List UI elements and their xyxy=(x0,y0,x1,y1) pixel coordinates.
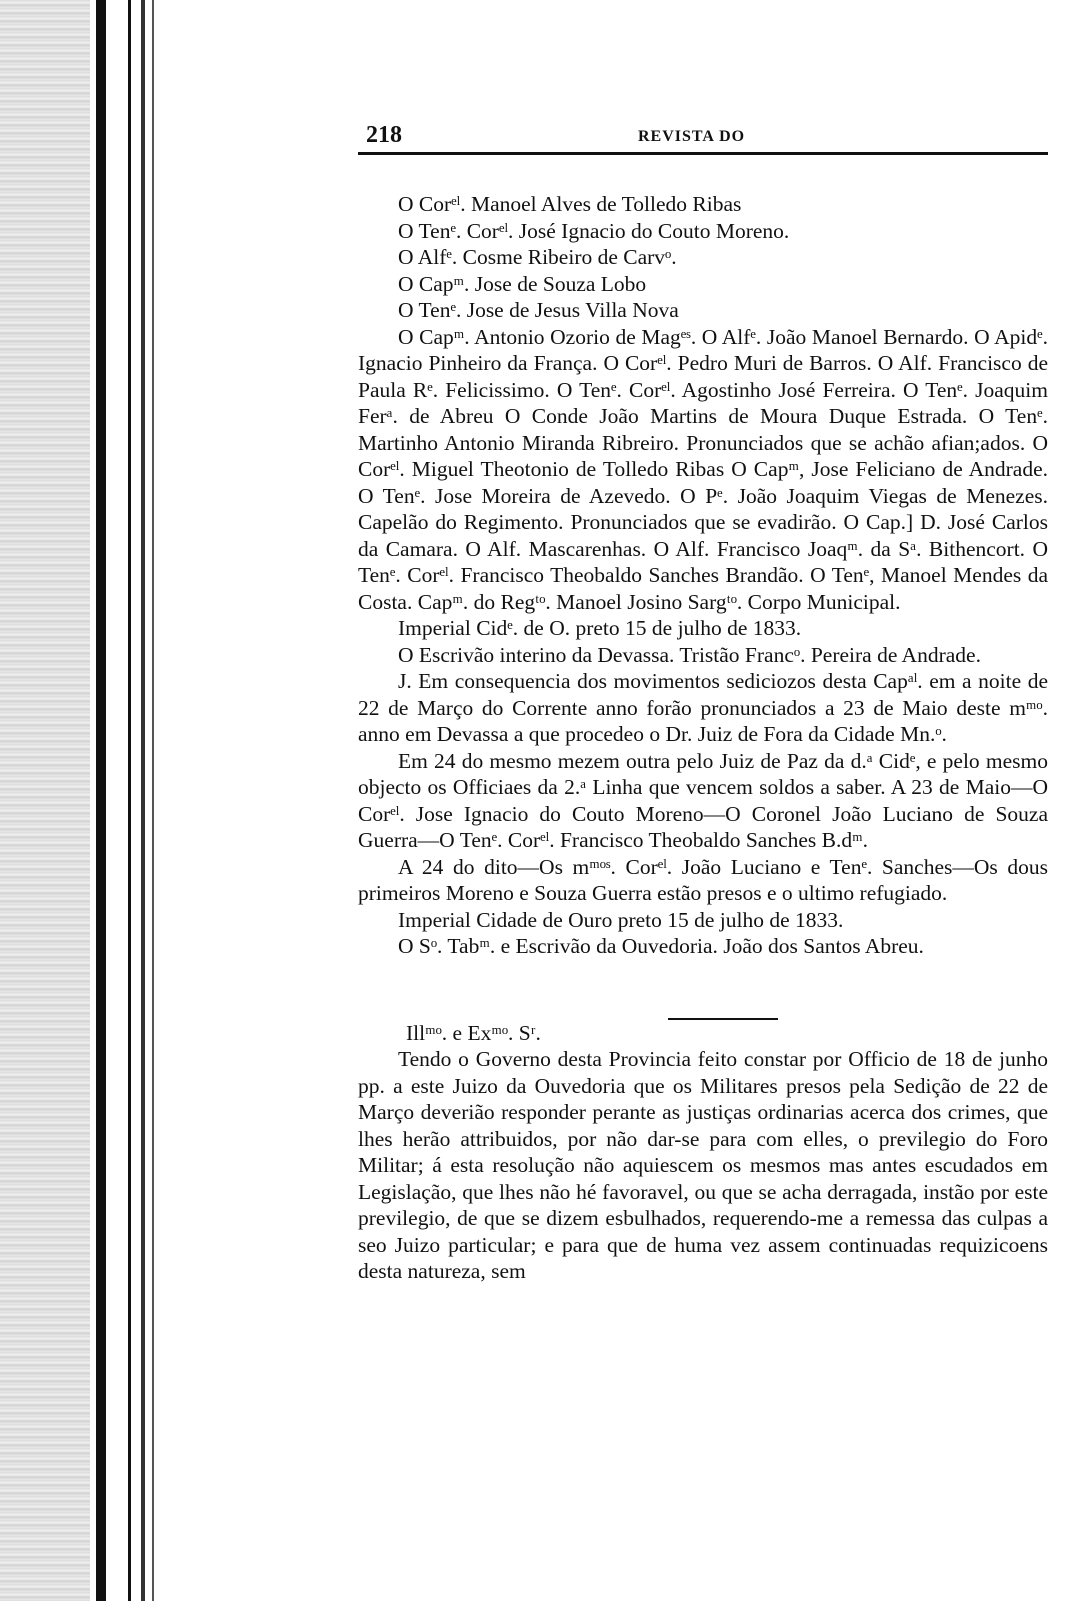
salutation: Illᵐᵒ. e Exᵐᵒ. Sʳ. xyxy=(406,1020,541,1045)
ouvidoria-line: O Sᵒ. Tabᵐ. e Escrivão da Ouvedoria. João dos Santos Abreu. xyxy=(398,934,924,958)
binding-line xyxy=(141,0,145,1601)
signature-block: O Capᵐ. Antonio Ozorio de Magᵉˢ. O Alfᵉ. João Manoel Bernardo. O Apidᵉ. Ignacio Pinheiro da França. O Corᵉˡ. Pedro Muri de Barros. O Alf. Francisco de Paula Rᵉ. Felicissimo. O Tenᵉ. Corᵉˡ. Agostinho José Ferreira. O Tenᵉ. Joaquim Ferᵃ. de Abreu O Conde João Martins de Moura Duque Estrada. O Tenᵉ. Martinho Antonio Miranda Ribreiro. Pronunciados que se achão afian;ados. O Corᵉˡ. Miguel Theotonio de Tolledo Ribas O Capᵐ, Jose Feliciano de Andrade. O Tenᵉ. Jose Moreira de Azevedo. O Pᵉ. João Joaquim Viegas de Menezes. Capelão do Regimento. Pronunciados que se evadirão. O Cap.] D. José Carlos da Camara. O Alf. Mascarenhas. O Alf. Francisco Joaqᵐ. da Sᵃ. Bithencort. O Tenᵉ. Corᵉˡ. Francisco Theobaldo Sanches Brandão. O Tenᵉ, Manoel Mendes da Costa. Capᵐ. do Regᵗᵒ. Manoel Josino Sargᵗᵒ. Corpo Municipal. xyxy=(358,324,1048,614)
binding-line xyxy=(96,0,106,1601)
binding-line xyxy=(128,0,131,1601)
paragraph: Em 24 do mesmo mezem outra pelo Juiz de Paz da d.ᵃ Cidᵉ, e pelo mesmo objecto os Officiaes da 2.ᵃ Linha que vencem soldos a saber. A 23 de Maio—O Corᵉˡ. Jose Ignacio do Couto Moreno—O Coronel João Luciano de Souza Guerra—O Tenᵉ. Corᵉˡ. Francisco Theobaldo Sanches B.dᵐ. xyxy=(358,748,1048,852)
clerk-line: O Escrivão interino da Devassa. Tristão Francᵒ. Pereira de Andrade. xyxy=(398,642,981,667)
date-line: Imperial Cidade de Ouro preto 15 de julho de 1833. xyxy=(398,907,844,932)
signature-line: O Alfᵉ. Cosme Ribeiro de Carvᵒ. xyxy=(398,245,677,269)
signature-line: O Tenᵉ. Corᵉˡ. José Ignacio do Couto Moreno. xyxy=(398,218,790,243)
page-number: 218 xyxy=(366,122,402,148)
page-body xyxy=(358,191,1048,1285)
section-divider xyxy=(668,1018,778,1020)
book-binding xyxy=(0,0,165,1601)
letter-paragraph: Tendo o Governo desta Provincia feito constar por Officio de 18 de junho pp. a este Juizo da Ouvedoria que os Militares presos pela Sedição de 22 de Março deverião responder perante as justiças ordinarias acerca dos crimes, que lhes herão attribuidos, por não dar-se para com elles, o previlegio do Foro Militar; á esta resolução não aquiescem os mesmos mas antes escudados em Legislação, que lhes não hé favoravel, ou que se acha derragada, instão por este previlegio, de que se dizem esbulhados, requerendo-me a remessa das culpas a seo Juizo particular; e para que de huma vez assem continuadas requizicoens desta natureza, sem xyxy=(358,1047,1048,1283)
running-head-title: REVISTA DO xyxy=(638,128,746,145)
signature-line: O Tenᵉ. Jose de Jesus Villa Nova xyxy=(398,298,679,322)
signature-line: O Corᵉˡ. Manoel Alves de Tolledo Ribas xyxy=(398,192,742,216)
binding-line xyxy=(152,0,154,1601)
document-page xyxy=(358,118,1048,1285)
signature-list xyxy=(358,191,1048,615)
running-head xyxy=(358,118,1048,155)
signature-line: O Capᵐ. Jose de Souza Lobo xyxy=(398,271,647,296)
paragraph: A 24 do dito—Os mᵐᵒˢ. Corᵉˡ. João Luciano e Tenᵉ. Sanches—Os dous primeiros Moreno e Souza Guerra estão presos e o ultimo refugiado. xyxy=(358,854,1048,905)
paragraph: J. Em consequencia dos movimentos sediciozos desta Capᵃˡ. em a noite de 22 de Março do Corrente anno forão pronunciados a 23 de Maio deste mᵐᵒ. anno em Devassa a que procedeo o Dr. Juiz de Fora da Cidade Mn.ᵒ. xyxy=(358,669,1048,746)
binding-gutter xyxy=(0,0,90,1601)
date-line: Imperial Cidᵉ. de O. preto 15 de julho de 1833. xyxy=(398,616,802,640)
